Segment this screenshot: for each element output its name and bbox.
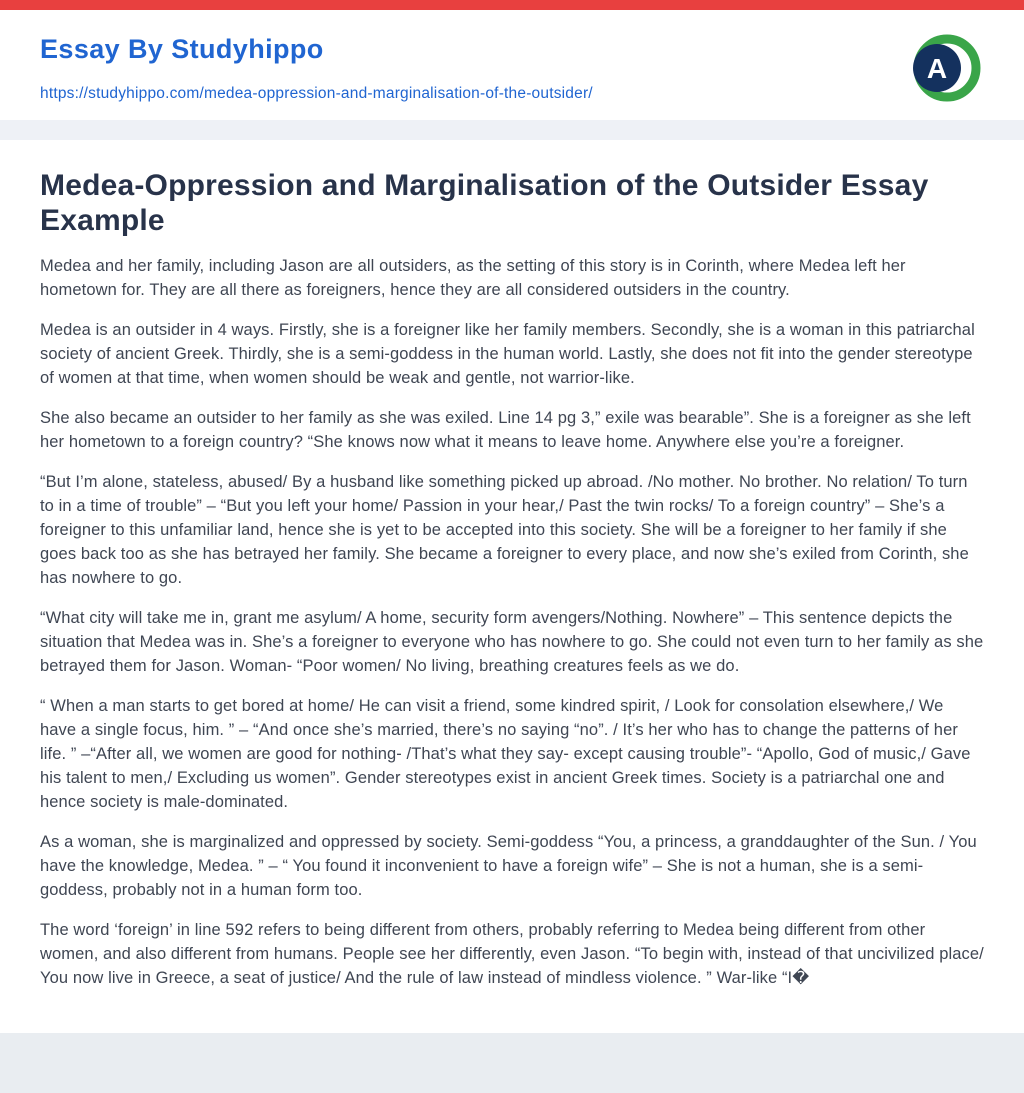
essay-paragraph: Medea and her family, including Jason are all outsiders, as the setting of this story is in Corinth, where Medea left her hometown for. They are all there as foreigners, hence they are all considered outsiders in the country.	[40, 257, 906, 299]
page-header	[0, 10, 1024, 120]
studyhippo-logo-icon	[906, 30, 982, 106]
article-body	[0, 140, 1024, 1033]
essay-paragraph: Medea is an outsider in 4 ways. Firstly, she is a foreigner like her family members. Secondly, she is a woman in this patriarchal society of ancient Greek. Thirdly, she is a semi-goddess in the human world. Lastly, she does not fit into the gender stereotype of women at that time, when women should be weak and gentle, not warrior-like.	[40, 321, 975, 387]
studyhippo-logo	[906, 30, 982, 106]
site-title: Essay By Studyhippo	[40, 33, 324, 64]
essay-paragraph: She also became an outsider to her family as she was exiled. Line 14 pg 3,” exile was bearable”. She is a foreigner as she left her hometown to a foreign country? “She knows now what it means to leave home. Anywhere else you’re a foreigner.	[40, 409, 971, 451]
essay-paragraph: “What city will take me in, grant me asylum/ A home, security form avengers/Nothing. Nowhere” – This sentence depicts the situation that Medea was in. She’s a foreigner to everyone who has nowhere to go. She could not even turn to her family as she betrayed them for Jason. Woman- “Poor women/ No living, breathing creatures feels as we do.	[40, 609, 984, 675]
header-text-block	[40, 34, 593, 103]
page-title: Medea-Oppression and Marginalisation of the Outsider Essay Example	[40, 169, 929, 237]
essay-paragraph: The word ‘foreign’ in line 592 refers to being different from others, probably referring to Medea being different from other women, and also different from humans. People see her differently, even Jason. “To begin with, instead of that uncivilized place/ You now live in Greece, a seat of justice/ And the rule of law instead of mindless violence. ” War-like “I�	[40, 921, 984, 987]
essay-paragraph: “ When a man starts to get bored at home/ He can visit a friend, some kindred spirit, / Look for consolation elsewhere,/ We have a single focus, him. ” – “And once she’s married, there’s no saying “no”. / It’s her who has to change the patterns of her life. ” –“After all, we women are good for nothing- /That’s what they say- except causing trouble”- “Apollo, God of music,/ Gave his talent to men,/ Excluding us women”. Gender stereotypes exist in ancient Greek times. Society is a patriarchal one and hence society is male-dominated.	[40, 697, 971, 811]
essay-paragraph: “But I’m alone, stateless, abused/ By a husband like something picked up abroad. /No mother. No brother. No relation/ To turn to in a time of trouble” – “But you left your home/ Passion in your hear,/ Past the twin rocks/ To a foreign country” – She’s a foreigner to this unfamiliar land, hence she is yet to be accepted into this society. She will be a foreigner to her family if she goes back too as she has betrayed her family. She became a foreigner to every place, and now she’s exiled from Corinth, she has nowhere to go.	[40, 473, 969, 587]
top-accent-bar	[0, 0, 1024, 10]
article-url-link[interactable]: https://studyhippo.com/medea-oppression-and-marginalisation-of-the-outsider/	[40, 84, 593, 102]
essay-paragraph: As a woman, she is marginalized and oppressed by society. Semi-goddess “You, a princess, a granddaughter of the Sun. / You have the knowledge, Medea. ” – “ You found it inconvenient to have a foreign wife” – She is not a human, she is a semi-goddess, probably not in a human form too.	[40, 833, 977, 899]
footer-band	[0, 1033, 1024, 1093]
logo-letter: A	[926, 53, 948, 84]
header-divider	[0, 120, 1024, 140]
